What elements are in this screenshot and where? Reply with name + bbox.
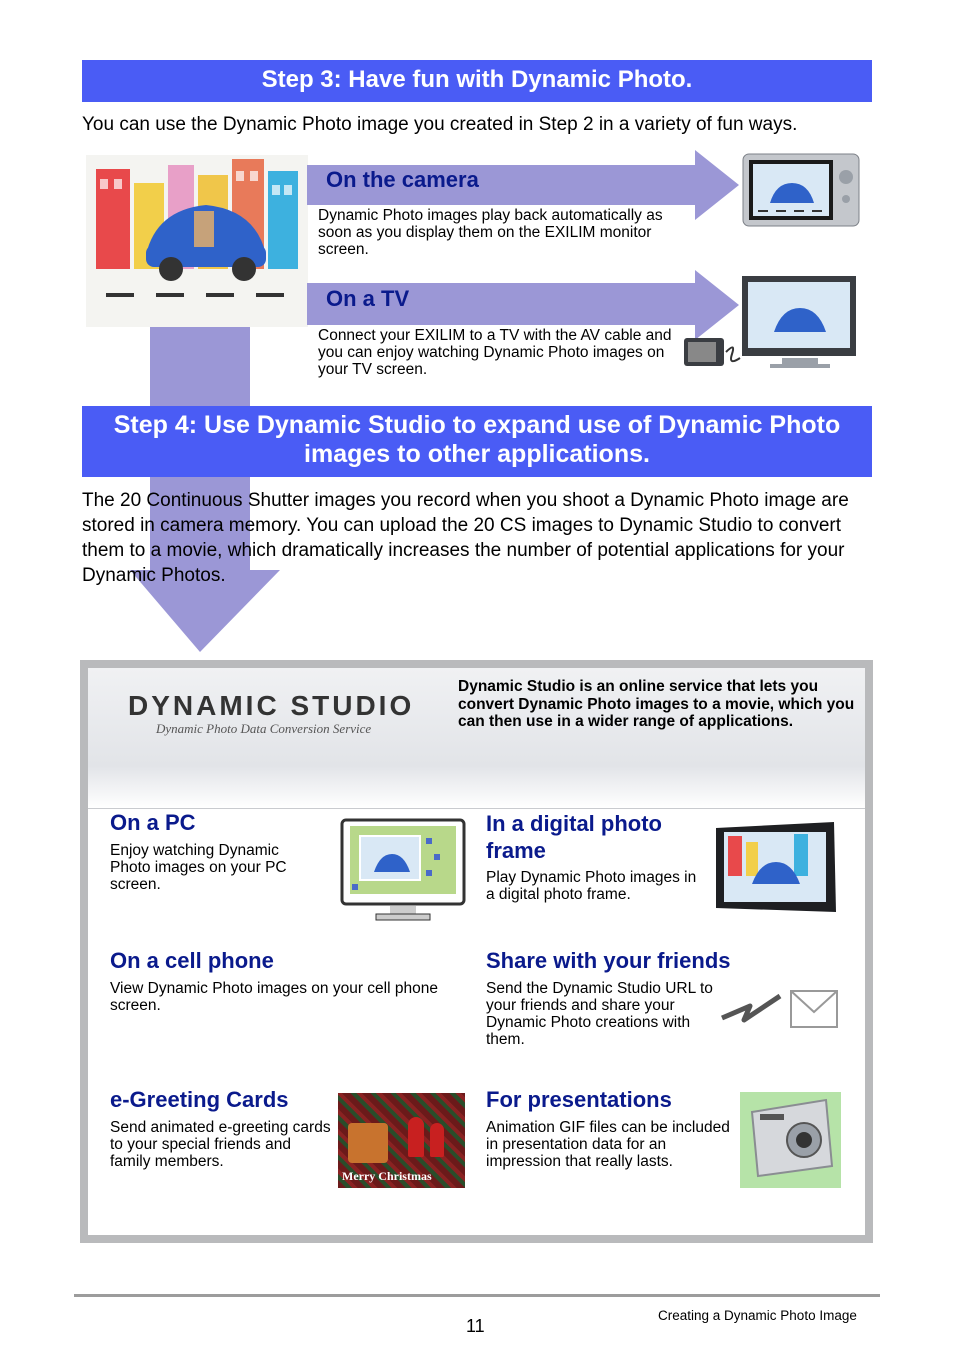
frame-heading: In a digital photo frame [486, 811, 662, 863]
studio-logo [128, 690, 414, 722]
on-tv-heading: On a TV [326, 286, 410, 311]
presentation-text: Animation GIF files can be included in presentation data for an impression that really lasts. [486, 1119, 730, 1170]
on-tv-text: Connect your EXILIM to a TV with the AV cable and you can enjoy watching Dynamic Photo images on your TV screen. [318, 327, 672, 378]
step4-banner [82, 406, 872, 477]
camera-image [742, 153, 860, 227]
footer-section: Creating a Dynamic Photo Image [658, 1308, 857, 1323]
card-caption: Merry Christmas [342, 1169, 432, 1183]
dynamic-photo-drawing [86, 155, 308, 327]
studio-logo-text: DYNAMIC STUDIO [128, 690, 415, 721]
egreeting-text: Send animated e-greeting cards to your special friends and family members. [110, 1119, 331, 1170]
studio-logo-sub: Dynamic Photo Data Conversion Service [156, 721, 372, 736]
tv-image [682, 274, 860, 372]
frame-text: Play Dynamic Photo images in a digital photo frame. [486, 869, 697, 903]
on-camera-text: Dynamic Photo images play back automatically as soon as you display them on the EXILIM monitor screen. [318, 207, 663, 258]
step4-title-line1: Step 4: Use Dynamic Studio to expand use of Dynamic Photo [113, 411, 841, 439]
step3-title: Step 3: Have fun with Dynamic Photo. [261, 66, 693, 93]
step4-title-line2: images to other applications. [304, 440, 650, 468]
share-text: Send the Dynamic Studio URL to your friends and share your Dynamic Photo creations with them. [486, 980, 713, 1048]
pc-heading: On a PC [110, 810, 196, 835]
envelope-icon [790, 990, 838, 1028]
egreeting-heading: e-Greeting Cards [110, 1087, 289, 1112]
presentation-camera-image [740, 1092, 841, 1188]
cell-text: View Dynamic Photo images on your cell phone screen. [110, 980, 438, 1014]
share-heading: Share with your friends [486, 948, 731, 973]
step3-banner [82, 60, 872, 102]
christmas-card-image [338, 1093, 465, 1188]
cell-heading: On a cell phone [110, 948, 274, 973]
page-number: 11 [466, 1316, 485, 1336]
pc-text: Enjoy watching Dynamic Photo images on your PC screen. [110, 842, 287, 893]
footer-rule [74, 1294, 880, 1297]
presentation-heading: For presentations [486, 1087, 672, 1112]
pc-monitor-image [340, 818, 466, 922]
studio-description: Dynamic Studio is an online service that lets you convert Dynamic Photo images to a movie, which you can then use in a wider range of applications. [458, 678, 855, 730]
photo-frame-image [714, 820, 838, 920]
step3-intro: You can use the Dynamic Photo image you created in Step 2 in a variety of fun ways. [82, 114, 798, 135]
step4-body: The 20 Continuous Shutter images you record when you shoot a Dynamic Photo image are stored in camera memory. You can upload the 20 CS images to Dynamic Studio to convert them to a movie, which dramatically increases the number of potential applications for your Dynamic Photos. [82, 490, 849, 586]
on-camera-heading: On the camera [326, 167, 479, 192]
